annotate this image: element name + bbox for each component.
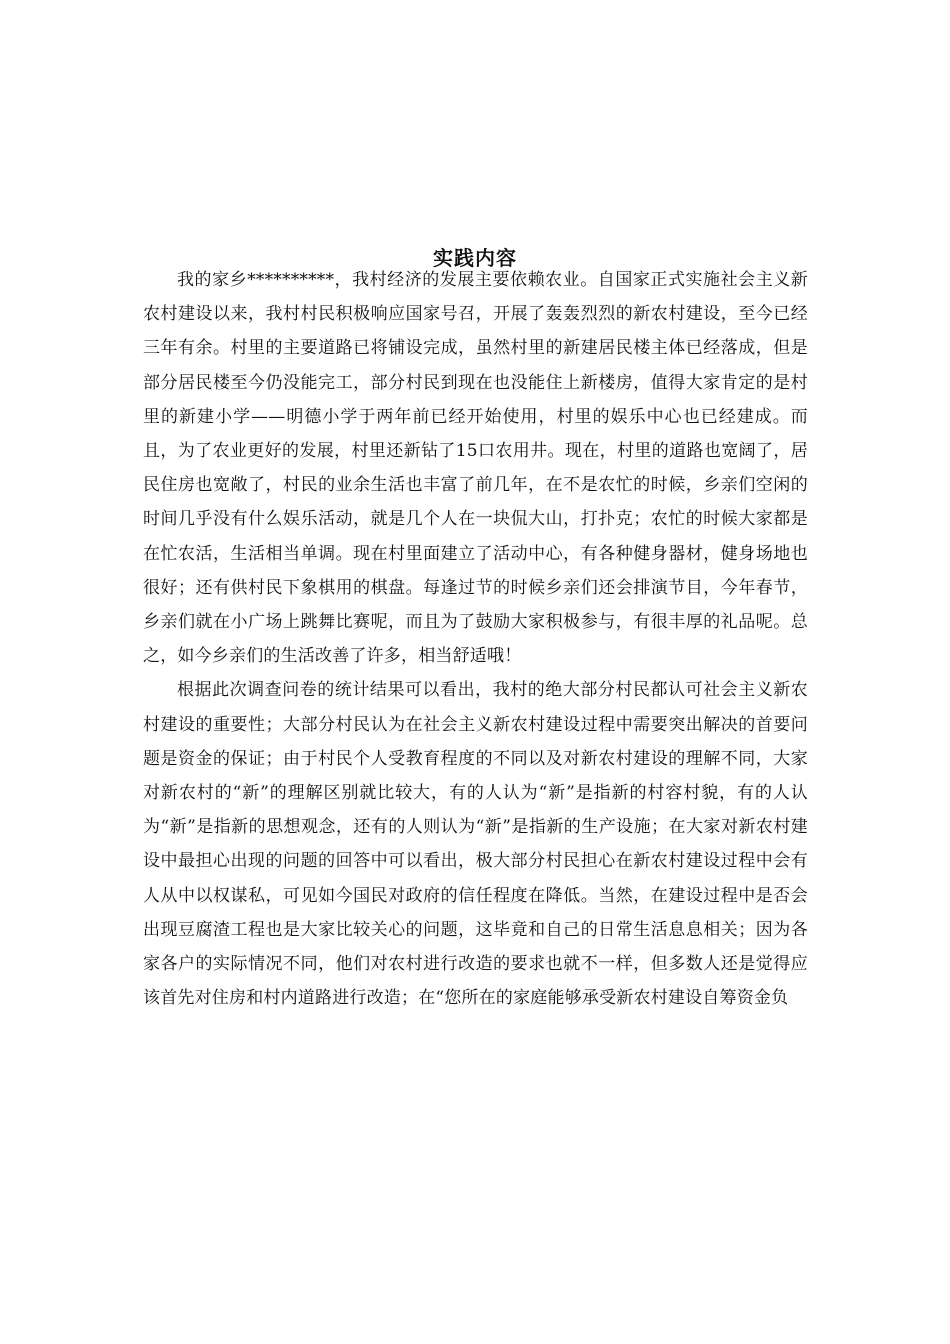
page-title: 实践内容 [433, 246, 517, 271]
paragraph-survey-results: 根据此次调查问卷的统计结果可以看出，我村的绝大部分村民都认可社会主义新农村建设的重要性；大部分村民认为在社会主义新农村建设过程中需要突出解决的首要问题是资金的保证；由于村民个人受教育程度的不同以及对新农村建设的理解不同，大家对新农村的“新”的理解区别就比较大，有的人认为“新”是指新的村容村貌，有的人认为“新”是指新的思想观念，还有的人则认为“新”是指新的生产设施；在大家对新农村建设中最担心出现的问题的回答中可以看出，极大部分村民担心在新农村建设过程中会有人从中以权谋私，可见如今国民对政府的信任程度在降低。当然，在建设过程中是否会出现豆腐渣工程也是大家比较关心的问题，这毕竟和自己的日常生活息息相关；因为各家各户的实际情况不同，他们对农村进行改造的要求也就不一样，但多数人还是觉得应该首先对住房和村内道路进行改造；在“您所在的家庭能够承受新农村建设自筹资金负 [143, 680, 808, 1009]
document-body [143, 263, 808, 1015]
paragraph-village-overview: 我的家乡**********，我村经济的发展主要依赖农业。自国家正式实施社会主义新农村建设以来，我村村民积极响应国家号召，开展了轰轰烈烈的新农村建设，至今已经三年有余。村里的主要道路已将铺设完成，虽然村里的新建居民楼主体已经落成，但是部分居民楼至今仍没能完工，部分村民到现在也没能住上新楼房，值得大家肯定的是村里的新建小学——明德小学于两年前已经开始使用，村里的娱乐中心也已经建成。而且，为了农业更好的发展，村里还新钻了15口农用井。现在，村里的道路也宽阔了，居民住房也宽敞了，村民的业余生活也丰富了前几年，在不是农忙的时候，乡亲们空闲的时间几乎没有什么娱乐活动，就是几个人在一块侃大山，打扑克；农忙的时候大家都是在忙农活，生活相当单调。现在村里面建立了活动中心，有各种健身器材，健身场地也很好；还有供村民下象棋用的棋盘。每逢过节的时候乡亲们还会排演节目，今年春节，乡亲们就在小广场上跳舞比赛呢，而且为了鼓励大家积极参与，有很丰厚的礼品呢。总之，如今乡亲们的生活改善了许多，相当舒适哦！ [143, 270, 808, 667]
